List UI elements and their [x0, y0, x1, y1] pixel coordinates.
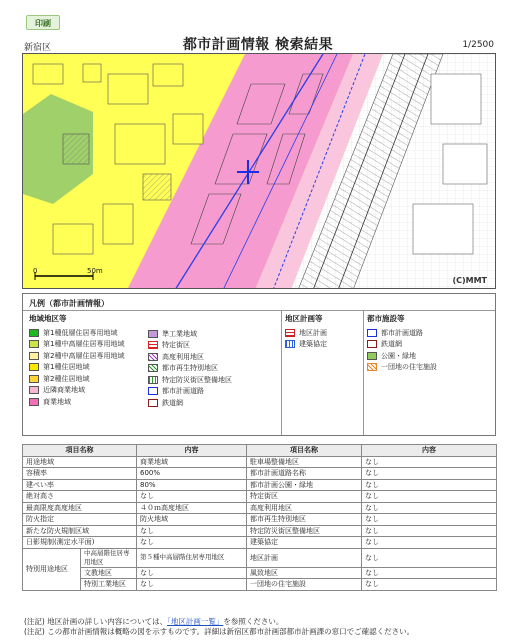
map-canvas	[23, 54, 496, 289]
item-value-cell: 600%	[137, 468, 247, 480]
note-line-1	[24, 617, 414, 627]
legend-item	[148, 374, 232, 386]
legend-label: 鉄道網	[381, 340, 402, 349]
legend-label: 近隣商業地域	[43, 386, 85, 395]
legend-swatch-icon	[148, 330, 158, 338]
legend-facilities-section	[367, 313, 437, 373]
legend-swatch-icon	[367, 352, 377, 360]
item-name-cell: 用途地域	[23, 456, 137, 468]
col-header-item: 項目名称	[247, 445, 362, 457]
map-view[interactable]	[22, 53, 496, 289]
legend-vdivider	[363, 310, 364, 435]
legend-swatch-icon	[148, 376, 158, 384]
legend-label: 第2種住居地域	[43, 374, 90, 383]
item-value-cell: なし	[362, 479, 497, 491]
legend-item	[367, 327, 437, 339]
item-name-cell: 風致地区	[247, 567, 362, 579]
legend-label: 特定防災街区整備地区	[162, 375, 232, 384]
page-title: 都市計画情報 検索結果	[182, 37, 334, 53]
legend-swatch-icon	[148, 364, 158, 372]
legend-item	[29, 373, 124, 385]
legend-swatch-icon	[29, 340, 39, 348]
note-1-suffix: を参照ください。	[223, 617, 284, 626]
table-row	[23, 456, 497, 468]
legend-label: 公園・緑地	[381, 351, 416, 360]
legend-swatch-icon	[29, 375, 39, 383]
legend-label: 一団地の住宅施設	[381, 363, 437, 372]
item-name-cell: 特定街区	[247, 491, 362, 503]
table-row	[23, 525, 497, 537]
table-row	[23, 567, 497, 579]
item-value-cell: なし	[137, 579, 247, 591]
item-value-cell: 商業地域	[137, 456, 247, 468]
legend-swatch-icon	[285, 329, 295, 337]
legend-swatch-icon	[367, 329, 377, 337]
item-name-cell: 駐車場整備地区	[247, 456, 362, 468]
item-name-cell: 容積率	[23, 468, 137, 480]
legend-swatch-icon	[148, 353, 158, 361]
legend-swatch-icon	[29, 386, 39, 394]
print-button[interactable]: 印刷	[26, 15, 60, 30]
table-row	[23, 479, 497, 491]
table-header-row	[23, 445, 497, 457]
note-1-prefix: (注記) 地区計画の詳しい内容については、	[24, 617, 168, 626]
item-value-cell: なし	[362, 491, 497, 503]
legend-swatch-icon	[148, 387, 158, 395]
legend-item	[367, 350, 437, 362]
legend-zoning-col1	[29, 327, 124, 408]
legend-label: 鉄道網	[162, 398, 183, 407]
item-name-cell: 都市計画道路名称	[247, 468, 362, 480]
map-copyright: (C)MMT	[452, 276, 487, 285]
legend-item	[148, 386, 232, 398]
legend-divider	[23, 310, 495, 311]
legend-item	[367, 362, 437, 374]
legend-swatch-icon	[367, 363, 377, 371]
table-row	[23, 491, 497, 503]
item-name-cell: 都市計画公園・緑地	[247, 479, 362, 491]
legend-vdivider	[281, 310, 282, 435]
item-value-cell: なし	[137, 537, 247, 549]
planning-info-table	[22, 444, 497, 591]
scale-label-zero: 0	[33, 267, 38, 275]
item-value-cell: なし	[137, 525, 247, 537]
legend-zoning-col2-wrap	[148, 328, 232, 409]
legend-item	[29, 362, 124, 374]
legend-item	[285, 327, 327, 339]
scale-label-50m: 50m	[87, 267, 103, 275]
item-name-cell: 都市再生特別地区	[247, 514, 362, 526]
item-value-cell: ４０ｍ高度地区	[137, 502, 247, 514]
item-value-cell: なし	[362, 548, 497, 567]
item-value-cell: 防火地域	[137, 514, 247, 526]
table-row	[23, 468, 497, 480]
item-value-cell: なし	[362, 514, 497, 526]
table-row	[23, 502, 497, 514]
legend-district-section	[285, 313, 327, 350]
legend-label: 地区計画	[299, 328, 327, 337]
legend-label: 第1種住居地域	[43, 363, 90, 372]
legend-item	[29, 385, 124, 397]
item-subname-cell: 中高層階住居専用地区	[81, 548, 137, 567]
legend-item	[29, 327, 124, 339]
item-value-cell: 80%	[137, 479, 247, 491]
legend-zoning-section	[29, 313, 124, 408]
legend-label: 高度利用地区	[162, 352, 204, 361]
item-value-cell: なし	[362, 468, 497, 480]
note-line-2: (注記) この都市計画情報は概略の図を示すものです。詳細は新宿区都市計画部都市計画課の窓口でご確認ください。	[24, 627, 415, 636]
item-name-cell: 新たな防火規制区域	[23, 525, 137, 537]
item-value-cell: なし	[137, 491, 247, 503]
legend-label: 第1種低層住居専用地域	[43, 328, 118, 337]
item-value-cell: なし	[137, 567, 247, 579]
item-value-cell: なし	[362, 537, 497, 549]
legend-item	[285, 339, 327, 351]
table-row	[23, 548, 497, 567]
legend-swatch-icon	[29, 398, 39, 406]
legend-label: 商業地域	[43, 397, 71, 406]
special-use-district-label: 特別用途地区	[23, 548, 81, 590]
map-scale-ratio: 1/2500	[462, 40, 494, 50]
col-header-content: 内容	[137, 445, 247, 457]
item-name-cell: 絶対高さ	[23, 491, 137, 503]
item-name-cell: 地区計画	[247, 548, 362, 567]
legend-item	[148, 351, 232, 363]
col-header-item: 項目名称	[23, 445, 137, 457]
item-value-cell: なし	[362, 456, 497, 468]
legend-label: 特定街区	[162, 341, 190, 350]
legend-swatch-icon	[285, 340, 295, 348]
legend-item	[148, 397, 232, 409]
legend-label: 準工業地域	[162, 329, 197, 338]
legend-zoning-col2	[148, 328, 232, 409]
footnotes	[24, 617, 414, 637]
table-row	[23, 514, 497, 526]
item-value-cell: なし	[362, 579, 497, 591]
item-name-cell: 建ぺい率	[23, 479, 137, 491]
legend-district-title: 地区計画等	[285, 314, 323, 323]
legend-zoning-title: 地域地区等	[29, 314, 67, 323]
item-name-cell: 日影規制(測定水平面)	[23, 537, 137, 549]
item-subname-cell: 特別工業地区	[81, 579, 137, 591]
legend-panel	[22, 293, 496, 436]
legend-item	[367, 339, 437, 351]
item-value-cell: なし	[362, 567, 497, 579]
legend-label: 都市再生特別地区	[162, 364, 218, 373]
legend-swatch-icon	[148, 399, 158, 407]
legend-item	[148, 340, 232, 352]
table-body	[23, 456, 497, 590]
item-name-cell: 建築協定	[247, 537, 362, 549]
item-value-cell: 第５種中高層階住居専用地区	[137, 548, 247, 567]
item-name-cell: 防火指定	[23, 514, 137, 526]
item-value-cell: なし	[362, 502, 497, 514]
item-subname-cell: 文教地区	[81, 567, 137, 579]
legend-label: 第2種中高層住居専用地域	[43, 351, 125, 360]
item-name-cell: 特定防災街区整備地区	[247, 525, 362, 537]
district-plan-list-link[interactable]: 「地区計画一覧」	[167, 617, 224, 626]
legend-item	[29, 396, 124, 408]
table-row	[23, 537, 497, 549]
legend-swatch-icon	[148, 341, 158, 349]
legend-item	[29, 339, 124, 351]
legend-title: 凡例（都市計画情報）	[29, 299, 109, 308]
col-header-content: 内容	[362, 445, 497, 457]
legend-label: 都市計画道路	[162, 387, 204, 396]
item-value-cell: なし	[362, 525, 497, 537]
legend-label: 建築協定	[299, 340, 327, 349]
legend-swatch-icon	[29, 363, 39, 371]
legend-swatch-icon	[367, 340, 377, 348]
legend-facility-items	[367, 327, 437, 373]
ward-name: 新宿区	[24, 43, 52, 53]
legend-facilities-title: 都市施設等	[367, 314, 405, 323]
legend-swatch-icon	[29, 329, 39, 337]
item-name-cell: 高度利用地区	[247, 502, 362, 514]
legend-item	[148, 363, 232, 375]
legend-item	[29, 350, 124, 362]
legend-district-items	[285, 327, 327, 350]
item-name-cell: 一団地の住宅施設	[247, 579, 362, 591]
table-row	[23, 579, 497, 591]
legend-swatch-icon	[29, 352, 39, 360]
item-name-cell: 最高限度高度地区	[23, 502, 137, 514]
legend-label: 第1種中高層住居専用地域	[43, 340, 125, 349]
legend-label: 都市計画道路	[381, 328, 423, 337]
legend-item	[148, 328, 232, 340]
